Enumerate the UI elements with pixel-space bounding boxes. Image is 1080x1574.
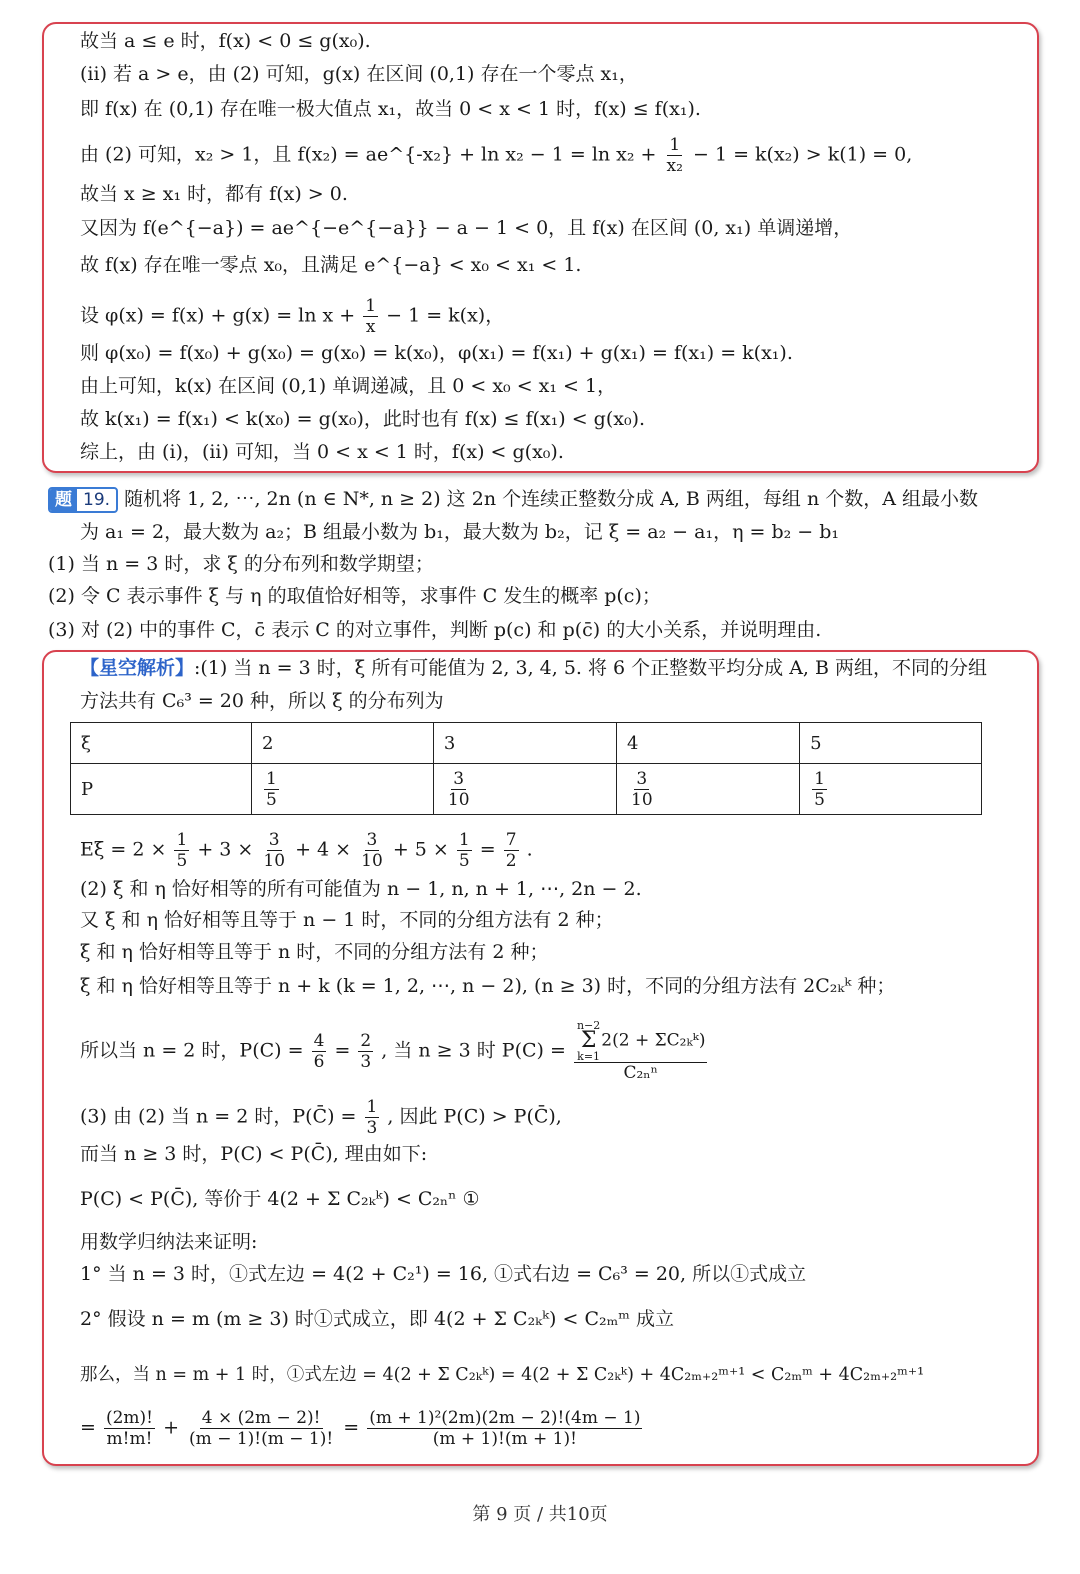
text-line: 综上，由 (i)，(ii) 可知，当 0 < x < 1 时，f(x) < g(x₀). <box>80 441 564 463</box>
fraction <box>367 1408 642 1449</box>
denominator: C₂ₙⁿ <box>623 1063 658 1083</box>
numerator: (2m)! <box>105 1408 154 1428</box>
text-line: 故当 a ≤ e 时，f(x) < 0 ≤ g(x₀). <box>80 30 371 52</box>
numerator-text: 2(2 + ΣC₂ₖᵏ) <box>601 1030 706 1051</box>
numerator: 1 <box>669 135 681 155</box>
text-segment: (3) 由 (2) 当 n = 2 时，P(C̄) = <box>80 1105 357 1128</box>
fraction <box>812 769 827 810</box>
pc-line <box>80 1020 709 1083</box>
fraction <box>104 1408 155 1449</box>
text-line: P(C) < P(C̄), 等价于 4(2 + Σ C₂ₖᵏ) < C₂ₙⁿ ① <box>80 1188 480 1210</box>
denominator: x₂ <box>666 156 683 176</box>
text-line: 又 ξ 和 η 恰好相等且等于 n − 1 时，不同的分组方法有 2 种； <box>80 909 614 931</box>
denominator: 3 <box>360 1052 372 1072</box>
table-cell <box>800 764 982 815</box>
text-line: 2° 假设 n = m (m ≥ 3) 时①式成立，即 4(2 + Σ C₂ₖᵏ) < C₂ₘᵐ 成立 <box>80 1308 674 1330</box>
denominator: 10 <box>263 851 286 871</box>
table-cell: 3 <box>433 723 616 764</box>
denominator: 3 <box>366 1118 378 1138</box>
page-footer: 第 9 页 / 共10页 <box>472 1504 608 1525</box>
numerator: 1 <box>176 830 188 850</box>
distribution-table <box>70 722 982 815</box>
text-line: 而当 n ≥ 3 时，P(C) < P(C̄), 理由如下: <box>80 1143 428 1165</box>
text-segment: . <box>526 838 533 861</box>
denominator: m!m! <box>106 1429 153 1449</box>
expectation-line <box>80 830 533 871</box>
text-segment: :(1) 当 n = 3 时，ξ 所有可能值为 2, 3, 4, 5. 将 6 个正整数平均分成 A, B 两组，不同的分组 <box>194 657 987 679</box>
fraction <box>504 830 519 871</box>
numerator: 7 <box>505 830 517 850</box>
text-segment: + 3 × <box>197 838 254 861</box>
text-segment: = <box>479 838 496 861</box>
fraction <box>363 296 378 337</box>
badge-number: 19. <box>83 490 111 510</box>
numerator: 1 <box>458 830 470 850</box>
denominator: 10 <box>361 851 383 871</box>
fraction <box>312 1031 327 1072</box>
p3-line <box>80 1097 562 1138</box>
question-part-1: (1) 当 n = 3 时，求 ξ 的分布列和数学期望； <box>48 553 434 575</box>
text-segment: = <box>334 1039 351 1062</box>
table-row <box>71 764 982 815</box>
denominator: 6 <box>313 1052 325 1072</box>
table-cell <box>433 764 616 815</box>
final-equation <box>80 1408 644 1449</box>
text-line: 又因为 f(e^{−a}) = ae^{−e^{−a}} − a − 1 < 0，且 f(x) 在区间 (0, x₁) 单调递增， <box>80 217 853 239</box>
fraction <box>457 830 472 871</box>
text-segment: + <box>163 1416 179 1439</box>
text-segment: + 4 × <box>295 838 352 861</box>
text-segment: 所以当 n = 2 时，P(C) = <box>80 1039 304 1062</box>
numerator: 4 <box>313 1031 325 1051</box>
text-line: ξ 和 η 恰好相等且等于 n + k (k = 1, 2, ⋯, n − 2), (n ≥ 3) 时，不同的分组方法有 2C₂ₖᵏ 种； <box>80 975 896 997</box>
table-row <box>71 723 982 764</box>
table-cell: ξ <box>71 723 252 764</box>
text-line: 故 k(x₁) = f(x₁) < k(x₀) = g(x₀)，此时也有 f(x) ≤ f(x₁) < g(x₀). <box>80 408 646 430</box>
denominator: (m − 1)!(m − 1)! <box>189 1429 334 1449</box>
numerator: 1 <box>266 768 277 789</box>
fraction <box>261 830 287 871</box>
fraction <box>665 135 685 176</box>
text-line: 那么，当 n = m + 1 时，①式左边 = 4(2 + Σ C₂ₖᵏ) = 4(2 + Σ C₂ₖᵏ) + 4C₂ₘ₊₂ᵐ⁺¹ < C₂ₘᵐ + 4C₂ₘ₊₂ᵐ⁺¹ <box>80 1365 925 1385</box>
text-line: 方法共有 C₆³ = 20 种，所以 ξ 的分布列为 <box>80 690 444 712</box>
numerator: 3 <box>453 768 465 789</box>
numerator: 1 <box>814 768 825 789</box>
numerator: 3 <box>636 768 648 789</box>
numerator: 3 <box>366 830 378 850</box>
table-cell: 5 <box>800 723 982 764</box>
denominator: 5 <box>458 851 470 871</box>
text-segment: = <box>343 1416 360 1439</box>
text-line <box>80 135 912 176</box>
text-segment: − 1 = k(x₂) > k(1) = 0, <box>692 143 913 166</box>
fraction <box>358 1031 373 1072</box>
denominator: 2 <box>505 851 517 871</box>
text-line: 故 f(x) 存在唯一零点 x₀，且满足 e^{−a} < x₀ < x₁ < 1. <box>80 254 582 276</box>
fraction <box>629 769 655 810</box>
text-line: 由上可知，k(x) 在区间 (0,1) 单调递减，且 0 < x₀ < x₁ < 1， <box>80 375 617 397</box>
fraction <box>574 1020 708 1083</box>
table-cell: 2 <box>252 723 434 764</box>
denominator: (m + 1)!(m + 1)! <box>432 1429 577 1449</box>
text-line: 即 f(x) 在 (0,1) 存在唯一极大值点 x₁，故当 0 < x < 1 时，f(x) ≤ f(x₁). <box>80 98 701 120</box>
numerator: 1 <box>365 296 377 316</box>
table-cell <box>617 764 800 815</box>
fraction <box>359 830 385 871</box>
denominator: 10 <box>631 789 653 810</box>
table-cell: 4 <box>617 723 800 764</box>
text-segment: 由 (2) 可知，x₂ > 1，且 f(x₂) = ae^{-x₂} + ln x₂ − 1 = ln x₂ + <box>80 143 657 166</box>
numerator: 4 × (2m − 2)! <box>201 1408 321 1428</box>
table-cell: P <box>71 764 252 815</box>
text-segment: 设 φ(x) = f(x) + g(x) = ln x + <box>80 304 356 327</box>
text-line: ξ 和 η 恰好相等且等于 n 时，不同的分组方法有 2 种； <box>80 941 549 963</box>
solution-intro <box>80 655 987 681</box>
text-line: (2) ξ 和 η 恰好相等的所有可能值为 n − 1, n, n + 1, ⋯, 2n − 2. <box>80 878 642 900</box>
numerator: 2 <box>360 1031 372 1051</box>
denominator: x <box>365 317 376 337</box>
text-segment: + 5 × <box>392 838 449 861</box>
fraction <box>365 1097 380 1138</box>
numerator: (m + 1)²(2m)(2m − 2)!(4m − 1) <box>369 1408 641 1428</box>
question-part-2: (2) 令 C 表示事件 ξ 与 η 的取值恰好相等，求事件 C 发生的概率 p(c)； <box>48 585 661 607</box>
text-line: 1° 当 n = 3 时，①式左边 = 4(2 + C₂¹) = 16, ①式右边 = C₆³ = 20, 所以①式成立 <box>80 1263 807 1285</box>
question-part-3: (3) 对 (2) 中的事件 C，c̄ 表示 C 的对立事件，判断 p(c) 和 p(c̄) 的大小关系，并说明理由. <box>48 619 822 641</box>
question-number-badge <box>48 487 118 513</box>
text-segment: − 1 = k(x)， <box>386 304 505 327</box>
denominator: 10 <box>447 789 470 810</box>
badge-label: 题 <box>50 489 77 511</box>
text-segment: , 当 n ≥ 3 时 P(C) = <box>381 1039 566 1062</box>
denominator: 5 <box>814 789 825 810</box>
text-line: 用数学归纳法来证明: <box>80 1231 258 1253</box>
fraction <box>446 769 472 810</box>
table-cell <box>252 764 434 815</box>
text-line <box>80 296 504 337</box>
fraction <box>264 769 279 810</box>
stem-line-2: 为 a₁ = 2，最大数为 a₂；B 组最小数为 b₁，最大数为 b₂，记 ξ = a₂ − a₁，η = b₂ − b₁ <box>80 521 840 543</box>
fraction <box>187 1408 335 1449</box>
sigma-upper: n−2 <box>576 1019 601 1032</box>
stem-line-1: 随机将 1, 2, ⋯, 2n (n ∈ N*, n ≥ 2) 这 2n 个连续正整数分成 A, B 两组，每组 n 个数，A 组最小数 <box>124 488 979 510</box>
text-line: (ii) 若 a > e，由 (2) 可知，g(x) 在区间 (0,1) 存在一个零点 x₁， <box>80 63 638 85</box>
fraction <box>174 830 189 871</box>
denominator: 5 <box>266 789 277 810</box>
sigma-icon: n−2 Σ k=1 <box>576 1019 601 1063</box>
text-line: 故当 x ≥ x₁ 时，都有 f(x) > 0. <box>80 183 348 205</box>
numerator: 3 <box>268 830 280 850</box>
text-segment: = <box>80 1416 96 1439</box>
text-segment: Eξ = 2 × <box>80 838 167 861</box>
denominator: 5 <box>176 851 188 871</box>
text-segment: , 因此 P(C) > P(C̄), <box>387 1105 562 1128</box>
sigma-lower: k=1 <box>577 1050 601 1063</box>
solution-label: 【星空解析】 <box>80 657 195 679</box>
text-line: 则 φ(x₀) = f(x₀) + g(x₀) = g(x₀) = k(x₀)，φ(x₁) = f(x₁) + g(x₁) = f(x₁) = k(x₁). <box>80 342 793 364</box>
numerator: 1 <box>366 1097 378 1117</box>
question-stem <box>48 486 978 513</box>
numerator <box>574 1020 708 1063</box>
